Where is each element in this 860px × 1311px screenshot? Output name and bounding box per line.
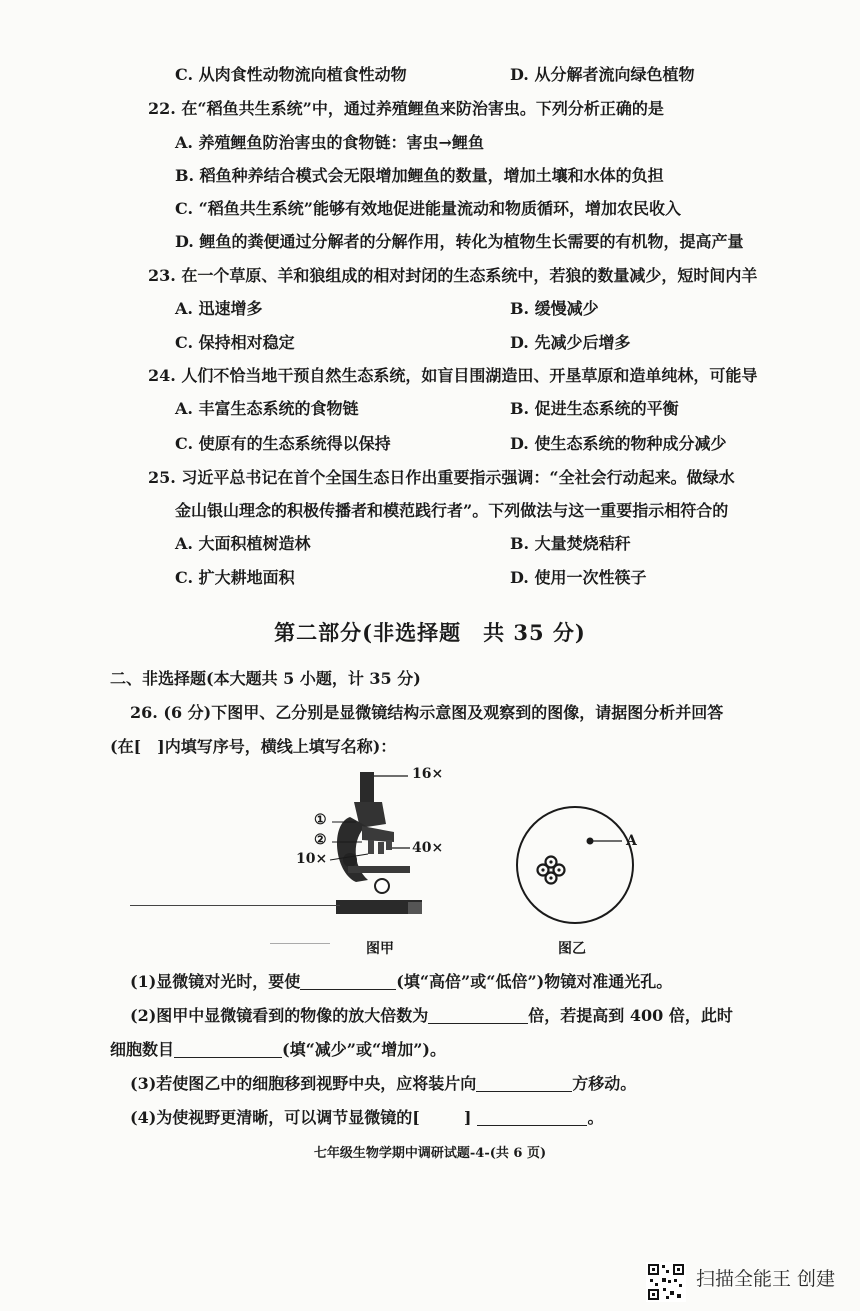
scan-artifact-line-2 bbox=[270, 943, 330, 944]
q23-stem: 23. 在一个草原、羊和狼组成的相对封闭的生态系统中，若狼的数量减少，短时间内羊 bbox=[148, 266, 758, 285]
q21-option-c: C. 从肉食性动物流向植食性动物 bbox=[175, 65, 407, 84]
q23-option-a: A. 迅速增多 bbox=[175, 299, 263, 318]
answer-blank-2a[interactable] bbox=[428, 1007, 528, 1024]
sub-question-2-cont bbox=[110, 1040, 446, 1060]
eyepiece-magnification-label: 16× bbox=[412, 766, 444, 782]
q26-stem: 26. (6 分)下图甲、乙分别是显微镜结构示意图及观察到的图像，请据图分析并回答 bbox=[130, 703, 724, 722]
sub-question-2c-hint: (填“减少”或“增加”)。 bbox=[282, 1040, 446, 1059]
q24-option-b: B. 促进生态系统的平衡 bbox=[510, 399, 679, 418]
answer-blank-3[interactable] bbox=[476, 1075, 572, 1092]
qr-code-icon bbox=[646, 1262, 686, 1302]
sub-question-3-text: (3)若使图乙中的细胞移到视野中央，应将装片向 bbox=[130, 1074, 477, 1093]
q22-option-a: A. 养殖鲤鱼防治害虫的食物链：害虫→鲤鱼 bbox=[175, 133, 484, 152]
watermark-text: 扫描全能王 创建 bbox=[696, 1268, 836, 1290]
q24-option-d: D. 使生态系统的物种成分减少 bbox=[510, 434, 727, 453]
part-label-2: ② bbox=[314, 832, 327, 848]
q22-option-b: B. 稻鱼种养结合模式会无限增加鲤鱼的数量，增加土壤和水体的负担 bbox=[175, 166, 664, 185]
section-two-instructions: 二、非选择题(本大题共 5 小题，计 35 分) bbox=[110, 669, 421, 688]
low-objective-label: 10× bbox=[296, 851, 328, 867]
q22-option-d: D. 鲤鱼的粪便通过分解者的分解作用，转化为植物生长需要的有机物，提高产量 bbox=[175, 232, 744, 251]
sub-question-4-period: 。 bbox=[587, 1108, 604, 1127]
sub-question-4-text: (4)为使视野更清晰，可以调节显微镜的[ bbox=[130, 1108, 420, 1127]
sub-question-1-hint: (填“高倍”或“低倍”)物镜对准通光孔。 bbox=[396, 972, 673, 991]
q25-option-a: A. 大面积植树造林 bbox=[175, 534, 311, 553]
q25-option-c: C. 扩大耕地面积 bbox=[175, 568, 295, 587]
sub-question-4 bbox=[130, 1108, 603, 1128]
sub-question-2c-text: 细胞数目 bbox=[110, 1040, 175, 1059]
q25-option-d: D. 使用一次性筷子 bbox=[510, 568, 647, 587]
q21-option-d: D. 从分解者流向绿色植物 bbox=[510, 65, 695, 84]
figure-caption-jia: 图甲 bbox=[366, 941, 394, 957]
part-label-1: ① bbox=[314, 812, 327, 828]
q22-stem: 22. 在“稻鱼共生系统”中，通过养殖鲤鱼来防治害虫。下列分析正确的是 bbox=[148, 99, 664, 118]
q24-option-a: A. 丰富生态系统的食物链 bbox=[175, 399, 359, 418]
section-two-heading: 第二部分(非选择题 共 35 分) bbox=[274, 620, 586, 645]
sub-question-3 bbox=[130, 1074, 636, 1094]
field-of-view-figure bbox=[510, 800, 650, 930]
sub-question-2-text: (2)图甲中显微镜看到的物像的放大倍数为 bbox=[130, 1006, 429, 1025]
sub-question-2 bbox=[130, 1006, 733, 1026]
sub-question-4-bracket-close: ] bbox=[463, 1108, 472, 1127]
answer-blank-1[interactable] bbox=[300, 973, 396, 990]
q25-stem: 25. 习近平总书记在首个全国生态日作出重要指示强调：“全社会行动起来。做绿水 bbox=[148, 468, 735, 487]
q26-instructions: (在[ ]内填写序号，横线上填写名称)： bbox=[110, 737, 397, 756]
answer-blank-4[interactable] bbox=[477, 1109, 587, 1126]
q25-stem-cont: 金山银山理念的积极传播者和模范践行者”。下列做法与这一重要指示相符合的 bbox=[175, 501, 729, 520]
q23-option-c: C. 保持相对稳定 bbox=[175, 333, 295, 352]
figure-caption-yi: 图乙 bbox=[558, 941, 586, 957]
high-objective-label: 40× bbox=[412, 840, 444, 856]
page-footer: 七年级生物学期中调研试题-4-(共 6 页) bbox=[313, 1146, 547, 1161]
q24-option-c: C. 使原有的生态系统得以保持 bbox=[175, 434, 391, 453]
point-a-label: A bbox=[626, 833, 637, 849]
sub-question-1-text: (1)显微镜对光时，要使 bbox=[130, 972, 301, 991]
answer-blank-2b[interactable] bbox=[174, 1041, 282, 1058]
q24-stem: 24. 人们不恰当地干预自然生态系统，如盲目围湖造田、开垦草原和造单纯林，可能导 bbox=[148, 366, 758, 385]
q25-option-b: B. 大量焚烧秸秆 bbox=[510, 534, 631, 553]
sub-question-1 bbox=[130, 972, 672, 992]
q22-option-c: C. “稻鱼共生系统”能够有效地促进能量流动和物质循环，增加农民收入 bbox=[175, 199, 682, 218]
q23-option-b: B. 缓慢减少 bbox=[510, 299, 599, 318]
sub-question-2-text-cont: 倍，若提高到 400 倍，此时 bbox=[528, 1006, 733, 1025]
sub-question-3-tail: 方移动。 bbox=[572, 1074, 637, 1093]
scan-artifact-line bbox=[130, 905, 340, 906]
q23-option-d: D. 先减少后增多 bbox=[510, 333, 631, 352]
